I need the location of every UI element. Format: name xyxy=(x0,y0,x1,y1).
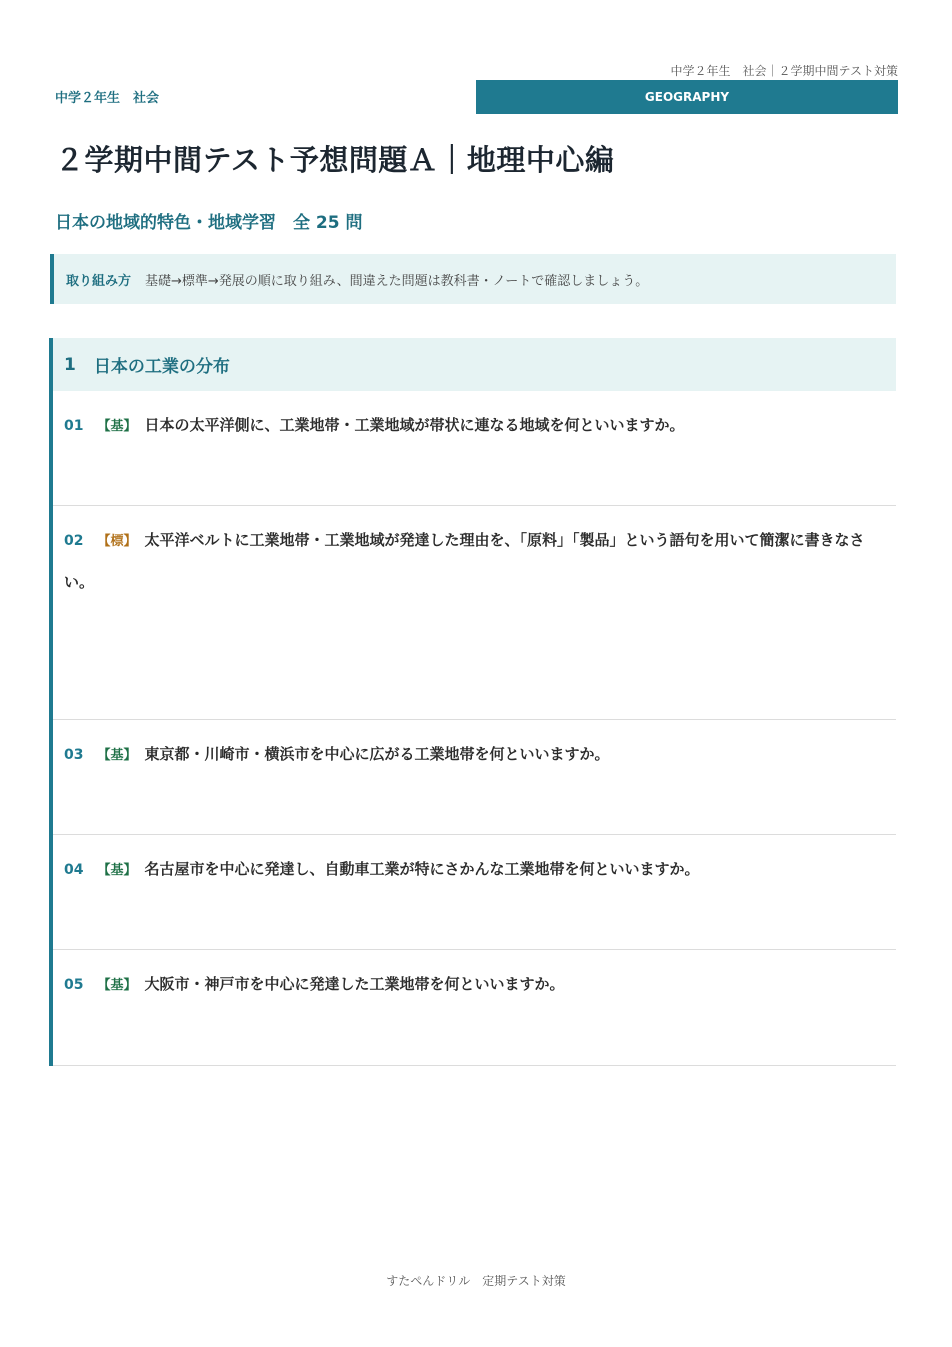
section-industry xyxy=(49,338,896,1066)
section-title: 日本の工業の分布 xyxy=(93,357,230,377)
question-03 xyxy=(53,720,896,835)
page-footer: すたぺんドリル 定期テスト対策 xyxy=(386,1274,566,1288)
header-top-line: 中学２年生 社会｜２学期中間テスト対策 xyxy=(670,64,898,78)
instructions-text: 基礎→標準→発展の順に取り組み、間違えた問題は教科書・ノートで確認しましょう。 xyxy=(145,273,649,289)
question-number: 03 xyxy=(64,747,84,763)
question-05 xyxy=(53,950,896,1066)
question-text: 東京都・川崎市・横浜市を中心に広がる工業地帯を何といいますか。 xyxy=(144,745,610,763)
page-title: ２学期中間テスト予想問題Ａ｜地理中心編 xyxy=(55,143,615,177)
section-number: 1 xyxy=(64,354,76,375)
difficulty-tag: 【基】 xyxy=(97,419,137,434)
subject-banner: GEOGRAPHY xyxy=(476,80,898,114)
difficulty-tag: 【基】 xyxy=(97,863,137,878)
question-text: 名古屋市を中心に発達し、自動車工業が特にさかんな工業地帯を何といいますか。 xyxy=(144,860,700,878)
question-text: 日本の太平洋側に、工業地帯・工業地域が帯状に連なる地域を何といいますか。 xyxy=(144,416,685,434)
question-number: 04 xyxy=(64,862,84,878)
page-subtitle: 日本の地域的特色・地域学習 全 25 問 xyxy=(55,213,363,233)
question-01 xyxy=(53,391,896,506)
instructions-label: 取り組み方 xyxy=(66,273,132,289)
question-number: 02 xyxy=(64,533,84,549)
grade-subject: 中学２年生 社会 xyxy=(55,91,160,106)
question-text: 太平洋ベルトに工業地帯・工業地域が発達した理由を、「原料」「製品」という語句を用いて簡潔に書きなさい。 xyxy=(64,531,865,591)
question-text: 大阪市・神戸市を中心に発達した工業地帯を何といいますか。 xyxy=(144,975,565,993)
difficulty-tag: 【基】 xyxy=(97,748,137,763)
instructions-box xyxy=(50,254,896,304)
section-header xyxy=(53,338,896,391)
question-number: 05 xyxy=(64,977,84,993)
difficulty-tag: 【標】 xyxy=(97,534,137,549)
question-04 xyxy=(53,835,896,950)
difficulty-tag: 【基】 xyxy=(97,978,137,993)
question-02 xyxy=(53,506,896,720)
question-number: 01 xyxy=(64,418,84,434)
